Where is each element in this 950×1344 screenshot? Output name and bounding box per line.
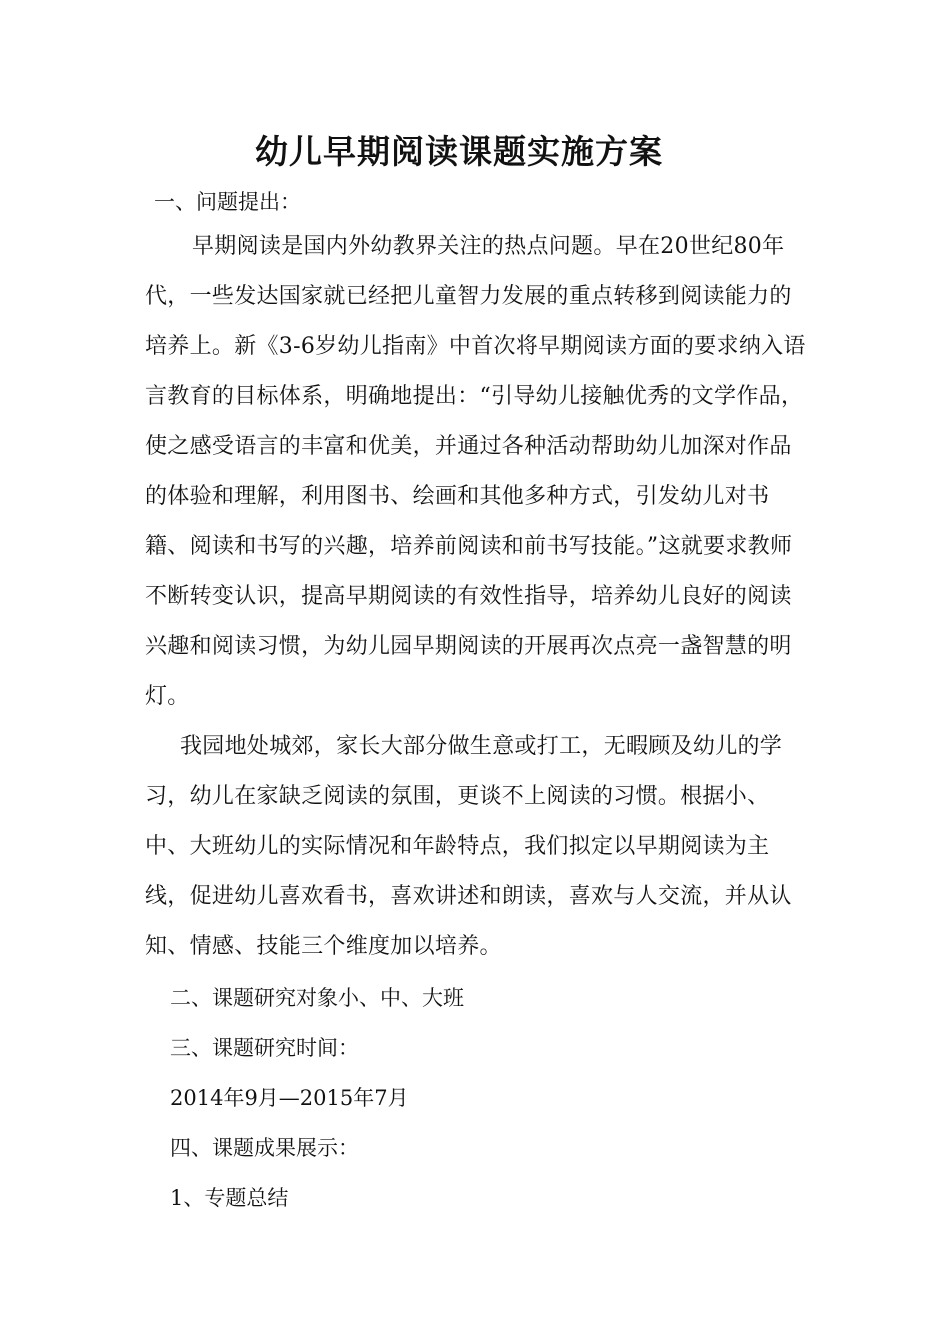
paragraph-2: 我园地处城郊，家长大部分做生意或打工，无暇顾及幼儿的学习，幼儿在家缺乏阅读的氛围，更谈不上阅读的习惯。根据小、中、大班幼儿的实际情况和年龄特点，我们拟定以早期阅读为主线，促进幼儿喜欢看书，喜欢讲述和朗读，喜欢与人交流，并从认知、情感、技能三个维度加以培养。 (145, 734, 792, 959)
section-2-heading: 二、课题研究对象小、中、大班 (170, 986, 464, 1010)
section-1-body (145, 222, 810, 972)
research-time-range: 2014年9月—2015年7月 (170, 1086, 409, 1110)
section-1-heading: 一、问题提出： (154, 190, 301, 214)
section-4-heading: 四、课题成果展示： (170, 1136, 359, 1160)
document-title: 幼儿早期阅读课题实施方案 (255, 132, 663, 171)
section-3-heading: 三、课题研究时间： (170, 1036, 359, 1060)
list-item-1: 1、专题总结 (170, 1186, 289, 1210)
paragraph-1: 早期阅读是国内外幼教界关注的热点问题。早在20世纪80年代，一些发达国家就已经把儿童智力发展的重点转移到阅读能力的培养上。新《3-6岁幼儿指南》中首次将早期阅读方面的要求纳入语言教育的目标体系，明确地提出：“引导幼儿接触优秀的文学作品，使之感受语言的丰富和优美，并通过各种活动帮助幼儿加深对作品的体验和理解，利用图书、绘画和其他多种方式，引发幼儿对书籍、阅读和书写的兴趣，培养前阅读和前书写技能。”这就要求教师不断转变认识，提高早期阅读的有效性指导，培养幼儿良好的阅读兴趣和阅读习惯，为幼儿园早期阅读的开展再次点亮一盏智慧的明灯。 (145, 234, 806, 709)
